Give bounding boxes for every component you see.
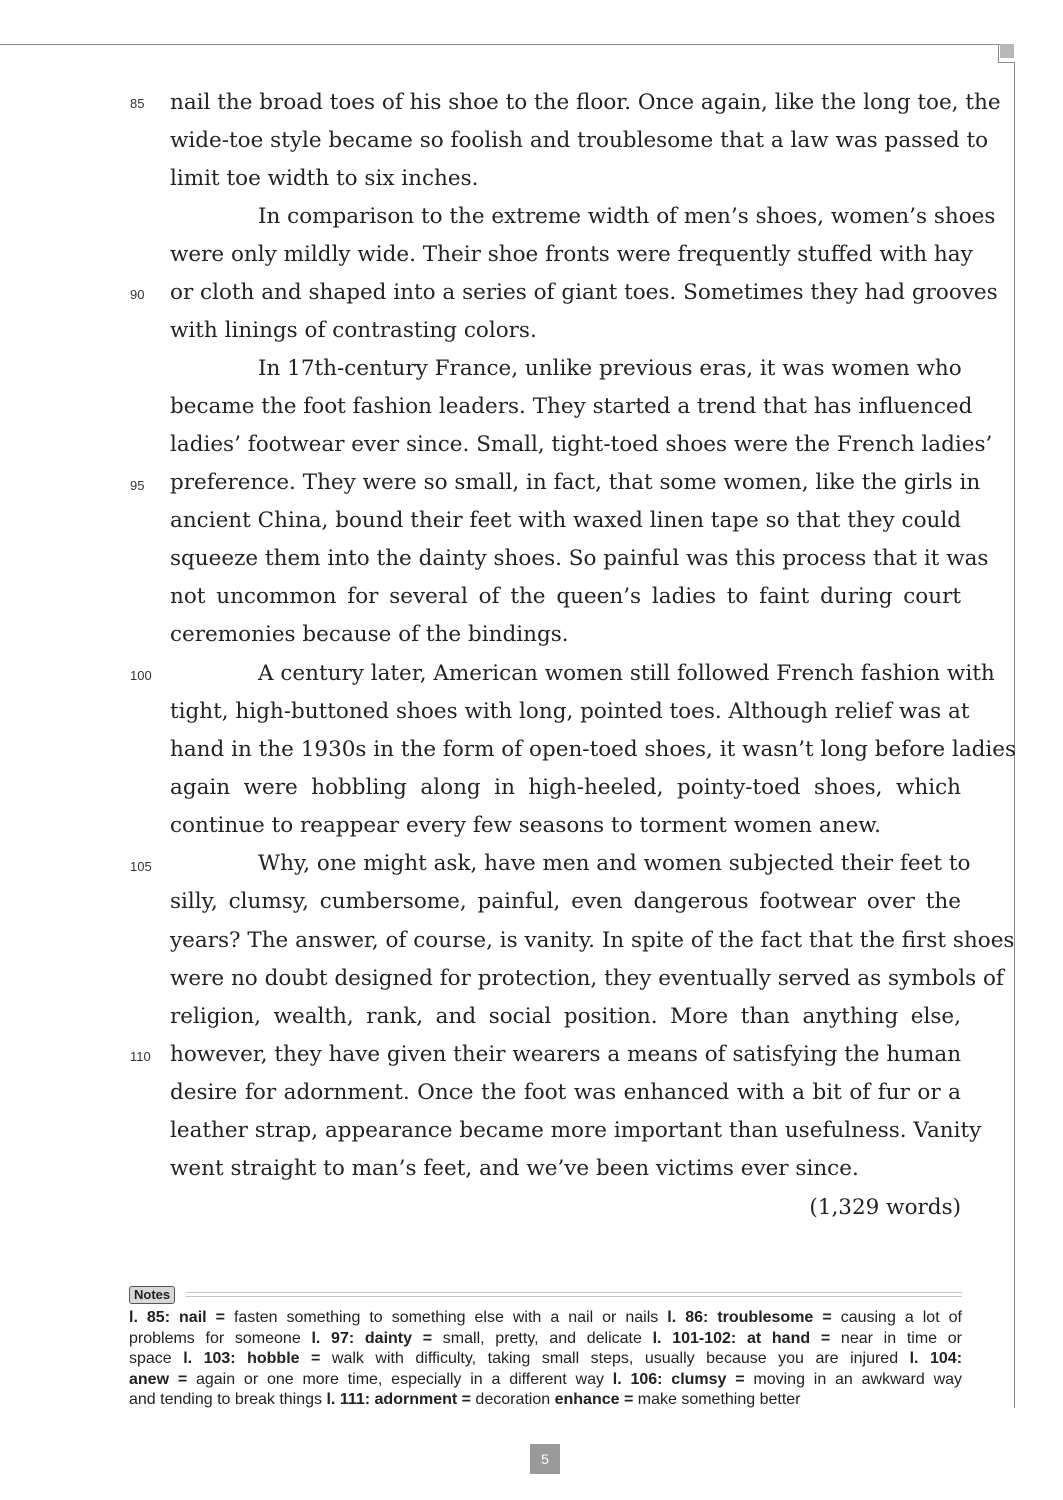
line-number: 100 [130, 668, 152, 683]
note-term: l. 104: [909, 1350, 963, 1367]
passage-line: squeeze them into the dainty shoes. So painful was this process that it was [170, 546, 989, 571]
note-line [129, 1308, 962, 1329]
side-rule-join [998, 62, 1014, 63]
notes-label: Notes [129, 1286, 175, 1304]
note-term: l. 101-102: at hand = [652, 1329, 831, 1347]
line-number: 85 [130, 96, 145, 111]
note-definition: space [129, 1350, 184, 1367]
line-number: 105 [130, 859, 152, 874]
notes-divider [186, 1292, 962, 1297]
passage-line: ancient China, bound their feet with waxed linen tape so that they could [170, 508, 961, 533]
note-term: enhance = [554, 1391, 634, 1408]
passage-line: tight, high-buttoned shoes with long, pointed toes. Although relief was at [170, 699, 970, 724]
note-definition: decoration [470, 1391, 555, 1408]
passage-line: ladies’ footwear ever since. Small, tight-toed shoes were the French ladies’ [170, 432, 993, 457]
note-line [129, 1370, 962, 1391]
passage-line: became the foot fashion leaders. They started a trend that has influenced [170, 394, 973, 419]
passage-line: wide-toe style became so foolish and troublesome that a law was passed to [170, 128, 989, 153]
passage-line: or cloth and shaped into a series of giant toes. Sometimes they had grooves [170, 280, 998, 305]
page-number: 5 [530, 1444, 560, 1474]
passage-line: hand in the 1930s in the form of open-toed shoes, it wasn’t long before ladies [170, 737, 1017, 762]
passage-line: desire for adornment. Once the foot was enhanced with a bit of fur or a [170, 1080, 961, 1105]
passage-line: were only mildly wide. Their shoe fronts were frequently stuffed with hay [170, 242, 973, 267]
note-definition: again or one more time, especially in a different way [187, 1370, 613, 1388]
passage-line: went straight to man’s feet, and we’ve been victims ever since. [170, 1156, 859, 1181]
passage-line: again were hobbling along in high-heeled, pointy-toed shoes, which [170, 775, 961, 800]
passage-line: were no doubt designed for protection, they eventually served as symbols of [170, 966, 1004, 991]
line-number: 95 [130, 478, 145, 493]
side-rule [1014, 62, 1015, 1408]
top-rule [0, 44, 998, 45]
passage-line: however, they have given their wearers a means of satisfying the human [170, 1042, 962, 1067]
note-line [129, 1390, 962, 1411]
note-definition: walk with difficulty, taking small steps, usually because you are injured [320, 1350, 910, 1367]
note-term: anew = [129, 1370, 188, 1388]
passage-line: with linings of contrasting colors. [170, 318, 537, 343]
passage-line: Why, one might ask, have men and women subjected their feet to [258, 851, 971, 876]
note-definition: and tending to break things [129, 1391, 327, 1408]
note-term: l. 111: adornment = [326, 1391, 471, 1408]
passage-line: leather strap, appearance became more important than usefulness. Vanity [170, 1118, 982, 1143]
passage-line: preference. They were so small, in fact, that some women, like the girls in [170, 470, 981, 495]
corner-square [1000, 44, 1014, 58]
line-number: 90 [130, 287, 145, 302]
passage-line: years? The answer, of course, is vanity. In spite of the fact that the first shoes [170, 928, 1015, 953]
note-line [129, 1349, 962, 1370]
line-number: 110 [130, 1049, 151, 1064]
passage-line: religion, wealth, rank, and social position. More than anything else, [170, 1004, 961, 1029]
note-term: l. 86: troublesome = [667, 1309, 832, 1326]
side-rule-top [998, 44, 999, 62]
note-definition: near in time or [830, 1329, 963, 1347]
passage-line: A century later, American women still followed French fashion with [258, 661, 995, 686]
note-definition: small, pretty, and delicate [432, 1329, 653, 1347]
note-definition: causing a lot of [831, 1309, 962, 1326]
note-term: l. 103: hobble = [183, 1350, 321, 1367]
passage-line: ceremonies because of the bindings. [170, 622, 569, 647]
passage-line: In 17th-century France, unlike previous eras, it was women who [258, 356, 962, 381]
note-line [129, 1329, 962, 1350]
passage-line: In comparison to the extreme width of men’s shoes, women’s shoes [258, 204, 996, 229]
passage-line: not uncommon for several of the queen’s ladies to faint during court [170, 584, 961, 609]
note-definition: moving in an awkward way [744, 1370, 963, 1388]
word-count: (1,329 words) [809, 1195, 961, 1220]
note-term: l. 85: nail = [129, 1309, 225, 1326]
note-term: l. 97: dainty = [311, 1329, 433, 1347]
note-term: l. 106: clumsy = [612, 1370, 745, 1388]
passage-line: limit toe width to six inches. [170, 166, 479, 191]
note-definition: make something better [633, 1391, 801, 1408]
passage-line: silly, clumsy, cumbersome, painful, even dangerous footwear over the [170, 889, 961, 914]
note-definition: fasten something to something else with a nail or nails [224, 1309, 668, 1326]
notes-body [129, 1308, 962, 1411]
passage-line: nail the broad toes of his shoe to the floor. Once again, like the long toe, the [170, 90, 1001, 115]
passage-line: continue to reappear every few seasons to torment women anew. [170, 813, 881, 838]
note-definition: problems for someone [129, 1329, 312, 1347]
